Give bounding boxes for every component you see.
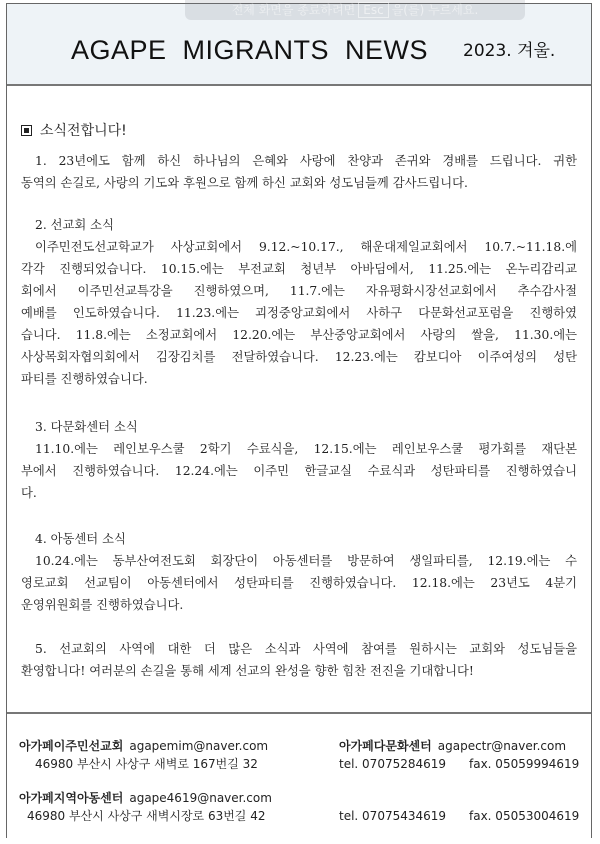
paragraph-line: 파티를 진행하였습니다.	[21, 372, 148, 386]
newsletter-page	[6, 3, 592, 838]
newsletter-body	[7, 86, 591, 712]
org-contact	[19, 738, 268, 754]
org-fax: fax. 05053004619	[469, 809, 580, 823]
org-fax: fax. 05059994619	[469, 757, 580, 771]
toast-text: 을(를) 누르세요.	[391, 3, 479, 17]
paragraph-line: 1. 23년에도 함께 하신 하나님의 은혜와 사랑에 찬양과 존귀와 경배를 드립니다. 귀한	[35, 154, 577, 168]
toast-text: 전체 화면을 종료하려면	[231, 3, 356, 17]
paragraph-line: 습니다. 11.8.에는 소정교회에서 12.20.에는 부산중앙교회에서 사랑의 쌀을, 11.30.에는	[21, 328, 577, 342]
org-address: 46980 부산시 사상구 새벽로 167번길 32	[35, 757, 258, 771]
issue-season: 2023. 겨울.	[463, 41, 556, 61]
org-address: 46980 부산시 사상구 새벽시장로 63번길 42	[27, 809, 266, 823]
paragraph-line: 5. 선교회의 사역에 대한 더 많은 소식과 사역에 참여를 원하시는 교회와 성도님들을	[35, 642, 577, 656]
paragraph-line: 부에서 진행하였습니다. 12.24.에는 이주민 한글교실 수료식과 성탄파티를 진행하였습니	[21, 464, 577, 478]
paragraph-line: 환영합니다! 여러분의 손길을 통해 세계 선교의 완성을 향한 힘찬 전진을 기대합니다!	[21, 664, 474, 678]
section-title: 3. 다문화센터 소식	[35, 420, 138, 434]
paragraph-line: 회에서 이주민선교특강을 진행하였으며, 11.7.에는 자유평화시장선교회에서 추수감사절	[21, 284, 577, 298]
section-title: 4. 아동센터 소식	[35, 532, 126, 546]
esc-key-badge: Esc	[358, 2, 388, 18]
paragraph-line: 11.10.에는 레인보우스쿨 2학기 수료식을, 12.15.에는 레인보우스쿨 평가회를 재단본	[35, 442, 577, 456]
org-contact	[19, 790, 272, 806]
paragraph-line: 사상목회자협의회에서 김장김치를 전달하였습니다. 12.23.에는 캄보디아 이주여성의 성탄	[21, 350, 577, 364]
paragraph-line: 운영위원회를 진행하였습니다.	[21, 598, 184, 612]
org-email[interactable]: agapemim@naver.com	[129, 739, 269, 753]
contact-footer	[7, 712, 591, 844]
paragraph-line: 다.	[21, 486, 37, 500]
newsletter-title: AGAPE MIGRANTS NEWS	[71, 35, 429, 65]
org-name: 아가페다문화센터	[339, 739, 432, 753]
org-email[interactable]: agape4619@naver.com	[129, 791, 272, 805]
org-email[interactable]: agapectr@naver.com	[437, 739, 567, 753]
paragraph-line: 동역의 손길로, 사랑의 기도와 후원으로 함께 하신 교회와 성도님들께 감사드립니다.	[21, 176, 468, 190]
paragraph-line: 각각 진행되었습니다. 10.15.에는 부전교회 청년부 아바딤에서, 11.25.에는 온누리감리교	[21, 262, 577, 276]
paragraph-line: 예배를 인도하였습니다. 11.23.에는 괴정중앙교회에서 사하구 다문화선교포럼을 진행하였	[21, 306, 577, 320]
org-tel: tel. 07075284619	[339, 757, 447, 771]
section-heading	[21, 120, 127, 140]
org-contact	[339, 738, 566, 754]
org-tel: tel. 07075434619	[339, 809, 447, 823]
fullscreen-exit-toast	[185, 0, 525, 20]
section-title: 2. 선교회 소식	[35, 218, 114, 232]
paragraph-line: 이주민전도선교학교가 사상교회에서 9.12.~10.17., 해운대제일교회에서 10.7.~11.18.에	[35, 240, 577, 254]
paragraph-line: 영로교회 선교팀이 아동센터에서 성탄파티를 진행하였습니다. 12.18.에는 23년도 4분기	[21, 576, 577, 590]
heading-text: 소식전합니다!	[40, 123, 127, 139]
square-bullet-icon	[21, 125, 32, 136]
org-name: 아가페이주민선교회	[19, 739, 124, 753]
paragraph-line: 10.24.에는 동부산여전도회 회장단이 아동센터를 방문하여 생일파티를, 12.19.에는 수	[35, 554, 577, 568]
org-name: 아가페지역아동센터	[19, 791, 124, 805]
